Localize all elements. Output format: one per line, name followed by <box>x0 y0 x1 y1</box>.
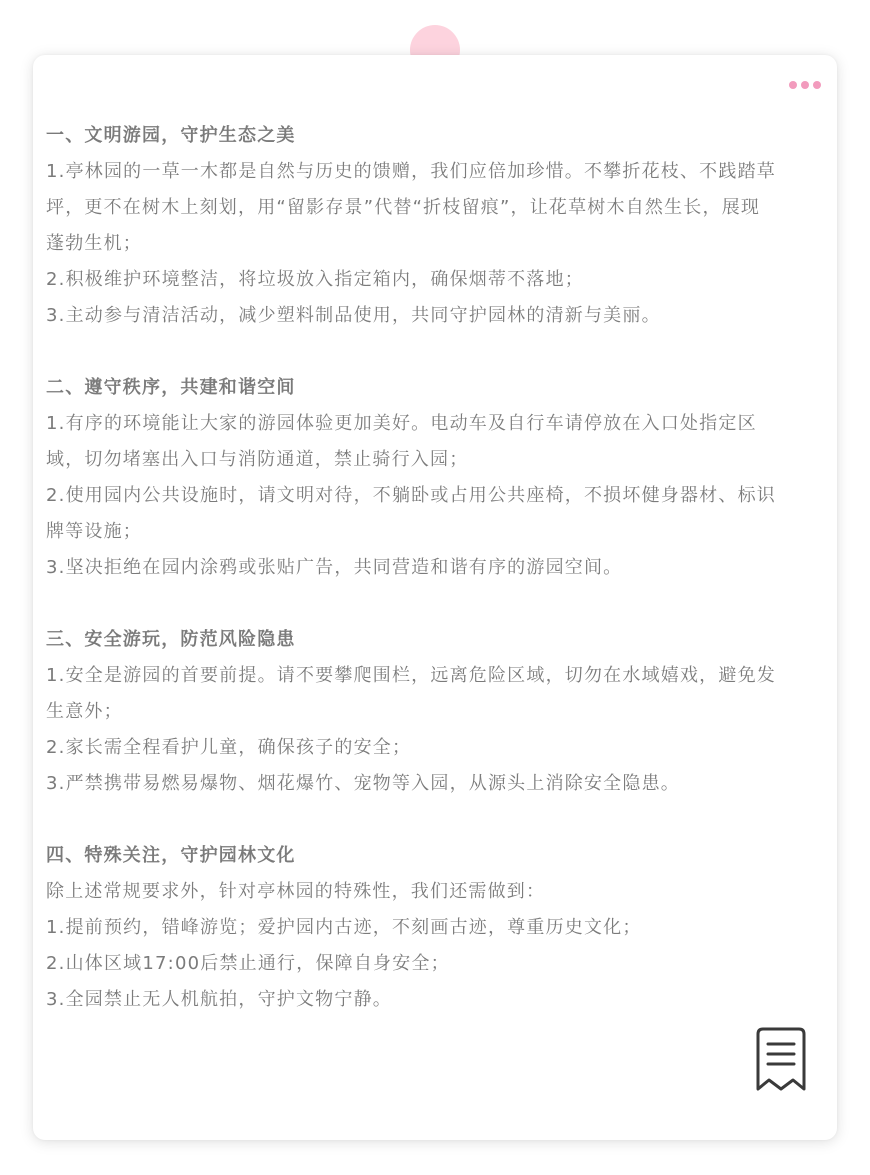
section-spacer <box>46 334 806 370</box>
dot <box>789 81 797 89</box>
section-line: 1.亭林园的一草一木都是自然与历史的馈赠，我们应倍加珍惜。不攀折花枝、不践踏草 <box>46 161 776 182</box>
section-line: 牌等设施； <box>46 521 142 542</box>
notice-card <box>33 55 837 1140</box>
receipt-icon <box>755 1027 807 1093</box>
section-line: 3.严禁携带易燃易爆物、烟花爆竹、宠物等入园，从源头上消除安全隐患。 <box>46 773 680 794</box>
dot <box>813 81 821 89</box>
section-line: 3.坚决拒绝在园内涂鸦或张贴广告，共同营造和谐有序的游园空间。 <box>46 557 623 578</box>
section-line: 除上述常规要求外，针对亭林园的特殊性，我们还需做到： <box>46 881 546 902</box>
section-line: 2.积极维护环境整洁，将垃圾放入指定箱内，确保烟蒂不落地； <box>46 269 584 290</box>
section-line: 域，切勿堵塞出入口与消防通道，禁止骑行入园； <box>46 449 469 470</box>
more-dots-icon[interactable] <box>789 81 821 89</box>
section-line: 2.家长需全程看护儿童，确保孩子的安全； <box>46 737 412 758</box>
notice-content <box>46 118 806 1018</box>
section-line: 坪，更不在树木上刻划，用“留影存景”代替“折枝留痕”，让花草树木自然生长，展现 <box>46 197 761 218</box>
section-line: 3.全园禁止无人机航拍，守护文物宁静。 <box>46 989 392 1010</box>
section-spacer <box>46 586 806 622</box>
section-spacer <box>46 802 806 838</box>
section-line: 生意外； <box>46 701 123 722</box>
section-line: 1.安全是游园的首要前提。请不要攀爬围栏，远离危险区域，切勿在水域嬉戏，避免发 <box>46 665 776 686</box>
section-heading: 一、文明游园，守护生态之美 <box>46 125 296 146</box>
dot <box>801 81 809 89</box>
section-line: 2.使用园内公共设施时，请文明对待，不躺卧或占用公共座椅，不损坏健身器材、标识 <box>46 485 776 506</box>
section-heading: 四、特殊关注，守护园林文化 <box>46 845 296 866</box>
section-line: 1.提前预约，错峰游览；爱护园内古迹，不刻画古迹，尊重历史文化； <box>46 917 642 938</box>
section-line: 2.山体区域17:00后禁止通行，保障自身安全； <box>46 953 450 974</box>
section-line: 1.有序的环境能让大家的游园体验更加美好。电动车及自行车请停放在入口处指定区 <box>46 413 757 434</box>
section-line: 蓬勃生机； <box>46 233 142 254</box>
section-heading: 三、安全游玩，防范风险隐患 <box>46 629 296 650</box>
section-line: 3.主动参与清洁活动，减少塑料制品使用，共同守护园林的清新与美丽。 <box>46 305 661 326</box>
section-heading: 二、遵守秩序，共建和谐空间 <box>46 377 296 398</box>
